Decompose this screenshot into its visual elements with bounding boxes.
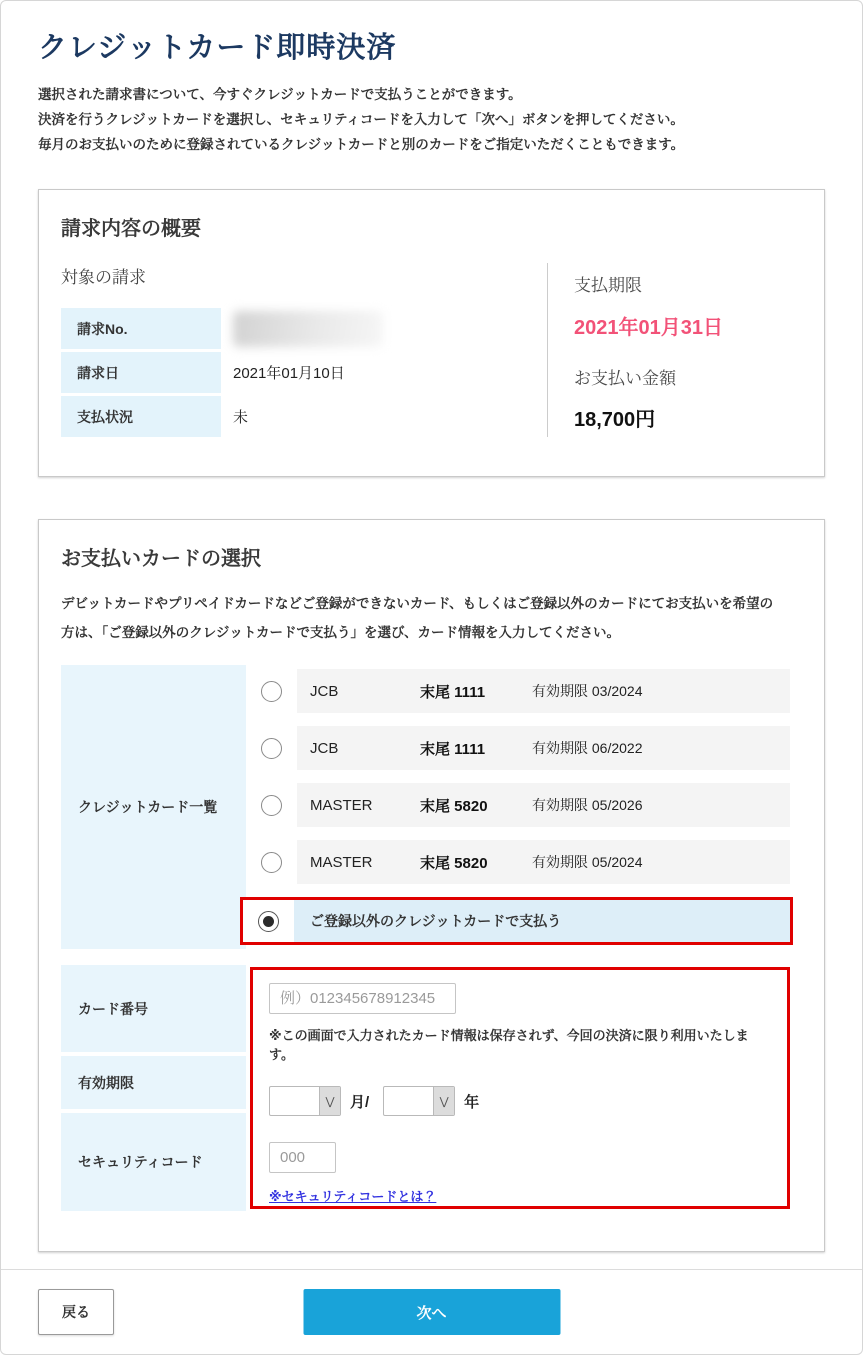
payment-info-section	[547, 263, 802, 437]
table-row	[61, 352, 547, 393]
security-code-label: セキュリティコード	[61, 1113, 246, 1211]
invoice-no-label: 請求No.	[61, 308, 221, 349]
card-list	[246, 665, 802, 949]
billing-summary-box	[38, 189, 825, 477]
card-expiry: 有効期限 05/2024	[532, 854, 643, 870]
due-date-value: 2021年01月31日	[574, 317, 723, 339]
card-option-body[interactable]	[297, 669, 790, 713]
radio-card-1[interactable]	[261, 681, 282, 702]
card-option-body[interactable]	[297, 726, 790, 770]
chevron-down-icon: ⋁	[319, 1087, 340, 1115]
field-labels-column	[61, 965, 246, 1211]
due-date-label: 支払期限	[574, 276, 642, 295]
card-number-note: ※この画面で入力されたカード情報は保存されず、今回の決済に限り利用いたします。	[269, 1028, 749, 1062]
payment-page	[1, 25, 862, 1252]
description-line: デビットカードやプリペイドカードなどご登録ができないカード、もしくはご登録以外のカードにてお支払いを希望の	[61, 596, 774, 611]
card-expiry: 有効期限 06/2022	[532, 740, 643, 756]
table-row	[61, 396, 547, 437]
new-card-input-panel	[250, 967, 790, 1209]
card-selection-box	[38, 519, 825, 1252]
next-button[interactable]: 次へ	[303, 1289, 560, 1335]
invoice-date-value: 2021年01月10日	[233, 365, 345, 382]
card-brand: JCB	[310, 682, 339, 700]
card-number-label: カード番号	[61, 965, 246, 1052]
intro-line: 決済を行うクレジットカードを選択し、セキュリティコードを入力して「次へ」ボタンを押してください。	[38, 112, 684, 127]
card-option-body[interactable]	[297, 840, 790, 884]
intro-text	[38, 82, 825, 157]
other-card-option-label[interactable]: ご登録以外のクレジットカードで支払う	[294, 900, 790, 942]
card-number-input[interactable]	[269, 983, 456, 1014]
card-list-label: クレジットカード一覧	[61, 665, 246, 949]
card-last-digits: 末尾 1111	[420, 740, 486, 758]
back-button[interactable]: 戻る	[38, 1289, 114, 1335]
intro-line: 毎月のお支払いのために登録されているクレジットカードと別のカードをご指定いただくこともできます。	[38, 137, 685, 152]
radio-card-4[interactable]	[261, 852, 282, 873]
security-code-input[interactable]	[269, 1142, 336, 1173]
expiry-year-value	[384, 1087, 433, 1115]
billing-subtitle: 対象の請求	[61, 268, 146, 287]
radio-card-2[interactable]	[261, 738, 282, 759]
invoice-date-label: 請求日	[61, 352, 221, 393]
card-expiry: 有効期限 03/2024	[532, 683, 643, 699]
expiry-year-select[interactable]	[383, 1086, 455, 1116]
payment-status-label: 支払状況	[61, 396, 221, 437]
invoice-no-value	[221, 308, 395, 349]
expiry-label: 有効期限	[61, 1056, 246, 1109]
expiry-month-value	[270, 1087, 319, 1115]
card-selection-title: お支払いカードの選択	[61, 548, 261, 570]
card-brand: JCB	[310, 739, 339, 757]
payment-status-value: 未	[233, 409, 249, 426]
page-title: クレジットカード即時決済	[38, 32, 397, 64]
card-option-row[interactable]	[246, 783, 790, 827]
expiry-month-select[interactable]	[269, 1086, 341, 1116]
card-option-row[interactable]	[246, 840, 790, 884]
card-option-body[interactable]	[297, 783, 790, 827]
billing-target-section	[61, 263, 547, 437]
year-suffix: 年	[464, 1093, 480, 1111]
card-selection-description	[61, 589, 802, 647]
description-line: 方は、「ご登録以外のクレジットカードで支払う」を選び、カード情報を入力してください。	[61, 625, 620, 640]
card-brand: MASTER	[310, 796, 373, 814]
security-code-help-link[interactable]: ※セキュリティコードとは？	[269, 1189, 437, 1204]
radio-card-3[interactable]	[261, 795, 282, 816]
amount-value: 18,700円	[574, 409, 656, 431]
billing-summary-title: 請求内容の概要	[61, 218, 201, 240]
footer	[1, 1289, 862, 1335]
card-brand: MASTER	[310, 853, 373, 871]
billing-info-table	[61, 308, 547, 437]
footer-divider	[1, 1269, 862, 1270]
amount-label: お支払い金額	[574, 369, 676, 388]
card-form	[61, 665, 802, 1211]
chevron-down-icon: ⋁	[433, 1087, 454, 1115]
card-last-digits: 末尾 1111	[420, 683, 486, 701]
intro-line: 選択された請求書について、今すぐクレジットカードで支払うことができます。	[38, 87, 522, 102]
radio-other-card-selected[interactable]	[258, 911, 279, 932]
card-option-row[interactable]	[246, 726, 790, 770]
redacted-invoice-number	[233, 311, 383, 347]
card-last-digits: 末尾 5820	[420, 797, 488, 815]
card-last-digits: 末尾 5820	[420, 854, 488, 872]
card-expiry: 有効期限 05/2026	[532, 797, 643, 813]
month-suffix: 月/	[350, 1093, 370, 1111]
table-row	[61, 308, 547, 349]
card-option-row[interactable]	[246, 669, 790, 713]
other-card-option-row[interactable]	[240, 897, 793, 945]
